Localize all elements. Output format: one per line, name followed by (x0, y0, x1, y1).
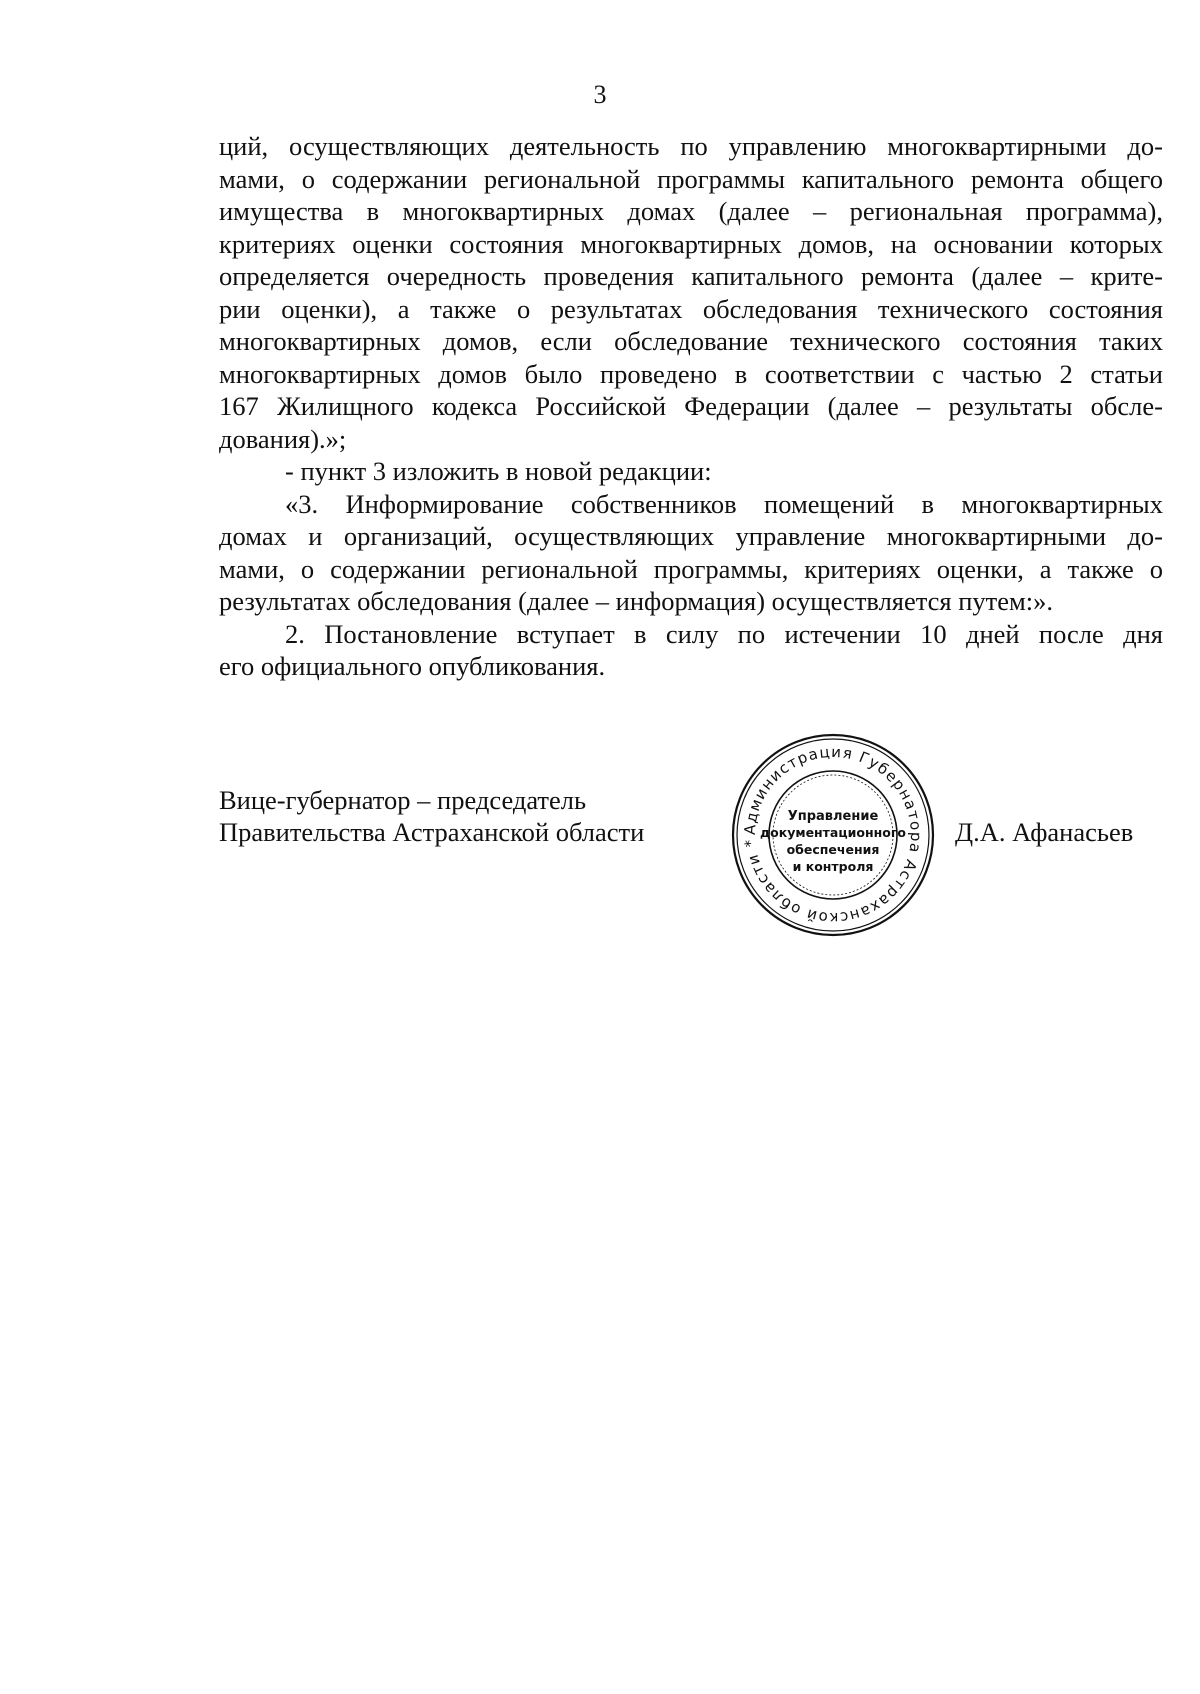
body-line: мами, о содержании региональной программы капитального ремонта общего (219, 163, 1163, 194)
seal-graphic (728, 730, 938, 940)
body-line: домах и организаций, осуществляющих управление многоквартирными до- (219, 521, 1163, 551)
body-line: - пункт 3 изложить в новой редакции: (285, 456, 712, 486)
body-line: дования).»; (219, 423, 347, 454)
seal-center-line: и контроля (792, 859, 874, 874)
body-line: определяется очередность проведения капитального ремонта (далее – крите- (219, 261, 1163, 291)
seal-center-line: обеспечения (786, 842, 880, 857)
official-seal (728, 730, 938, 940)
seal-outer-text: Администрация Губернатора Астраханской области * (740, 742, 926, 928)
signatory-title-line: Вице-губернатор – председатель (219, 785, 587, 815)
body-line: многоквартирных домов было проведено в соответствии с частью 2 статьи (219, 358, 1163, 389)
signatory-title (219, 784, 644, 848)
body-line: результатах обследования (далее – информация) осуществляется путем:». (219, 586, 1053, 616)
body-line: 167 Жилищного кодекса Российской Федерации (далее – результаты обсле- (219, 391, 1163, 421)
document-body (219, 130, 1163, 683)
seal-center-line: Управление (787, 809, 879, 824)
signatory-title-line: Правительства Астраханской области (219, 817, 645, 847)
seal-center-line: документационного (760, 825, 906, 840)
signatory-name: Д.А. Афанасьев (955, 817, 1134, 847)
body-line: имущества в многоквартирных домах (далее – региональная программа), (219, 196, 1163, 226)
page-number: 3 (593, 80, 607, 109)
body-line: рии оценки), а также о результатах обследования технического состояния (219, 293, 1163, 324)
body-line: мами, о содержании региональной программы, критериях оценки, а также о (219, 553, 1163, 584)
body-line: его официального опубликования. (219, 651, 606, 681)
body-line: многоквартирных домов, если обследование технического состояния таких (219, 326, 1163, 356)
body-line: «3. Информирование собственников помещений в многоквартирных (285, 488, 1163, 519)
body-line: ций, осуществляющих деятельность по управлению многоквартирными до- (219, 131, 1163, 161)
body-line: 2. Постановление вступает в силу по истечении 10 дней после дня (285, 618, 1163, 649)
body-line: критериях оценки состояния многоквартирных домов, на основании которых (219, 228, 1163, 259)
